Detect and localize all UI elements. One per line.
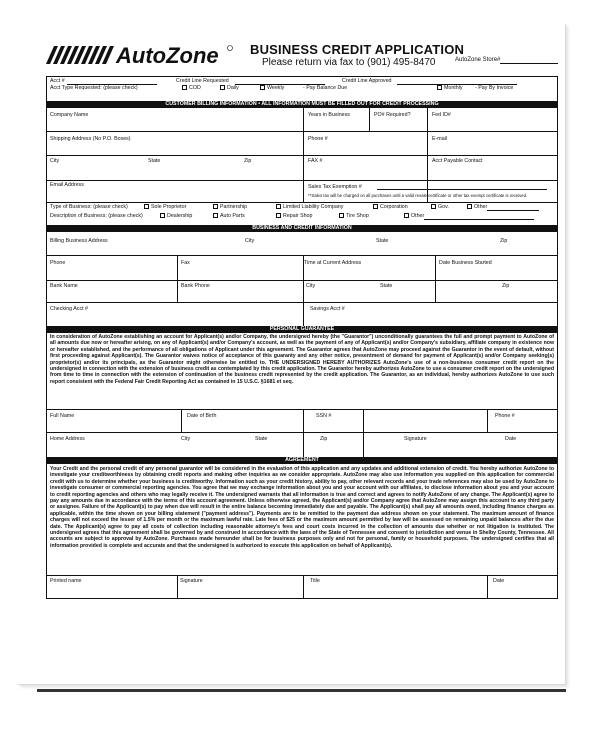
weekly-label: Weekly (267, 85, 285, 91)
bank-zip-label: Zip (502, 283, 510, 289)
dealership-label: Dealership (167, 213, 193, 219)
bank-phone-label: Bank Phone (181, 283, 210, 289)
acct-payable-contact-label: Acct Payable Contact (432, 158, 483, 164)
billing-city-label: City (245, 238, 255, 244)
business-credit-section-header: BUSINESS AND CREDIT INFORMATION (47, 225, 557, 232)
savings-acct-label: Savings Acct # (310, 306, 345, 312)
monthly-dash: - (475, 85, 479, 91)
sole-proprietor-checkbox[interactable] (144, 204, 149, 209)
svg-text:AutoZone: AutoZone (116, 43, 219, 68)
personal-guarantee-header: PERSONAL GUARANTEE (47, 326, 557, 333)
corporation-label: Corporation (380, 204, 408, 210)
company-name-label: Company Name (50, 112, 89, 118)
billing-state-label: State (376, 238, 389, 244)
agreement-header: AGREEMENT (47, 457, 557, 464)
dealership-checkbox[interactable] (160, 213, 165, 218)
guarantee-text: In consideration of AutoZone establishing an account for Applicant(s) and/or Company, the undersigned hereby (the "Guarantor") unconditionally guarantees the full and prompt payment to AutoZone of all amounts due now or hereafter arising, on any of Applicant(s) and/or Company's account, as well as the payment of any of Applicant(s) and/or Company's subsidiary, affiliate company in existence now or hereafter established, and the performance of all obligations of Applicant under this agreement. The Guarantor agrees that AutoZone may proceed against the Guarantor in the event of default, without first proceeding against Applicant(s). The Guarantor waives notice of acceptance of this guaranty and any other notice, presentment of demand for payment of Applicant(s) and/or Company seeking(s) proprietor(s) and/or its principals, as the Guarantor might otherwise be entitled to. THE UNDERSIGNED HEREBY AUTHORIZES AutoZone's use of a non-business consumer credit report on the undersigned in connection with the extension of business credit as contemplated by this credit application. The Guarantor hereby authorizes AutoZone to use a consumer credit report on the undersigned from time to time in connection with the extension of continuation of the business credit represented by the credit application. The Guarantor, as an individual, hereby authorizes AutoZone to use such report consistent with the Federal Fair Credit Reporting Act as contained in 15 U.S.C. §1681 et seq. (50, 334, 554, 385)
credit-line-requested-label: Credit Line Requested (176, 78, 229, 84)
monthly-checkbox[interactable] (437, 85, 442, 90)
auto-parts-checkbox[interactable] (213, 213, 218, 218)
type-of-business-label: Type of Business: (please check) (50, 204, 128, 210)
store-number-label: AutoZone Store# (455, 57, 501, 63)
form-title: BUSINESS CREDIT APPLICATION (250, 42, 465, 57)
cod-checkbox[interactable] (182, 85, 187, 90)
autozone-logo (44, 42, 234, 68)
gov-checkbox[interactable] (431, 204, 436, 209)
business-fax-label: Fax (181, 260, 190, 266)
fed-id-label: Fed ID# (432, 112, 451, 118)
other-type-field[interactable] (487, 210, 539, 211)
acct-type-row (50, 85, 138, 92)
other-type-label: Other (474, 204, 488, 210)
pay-by-invoice-label: Pay By Invoice (478, 85, 514, 91)
guarantor-zip-label: Zip (320, 436, 328, 442)
billing-section-header: CUSTOMER BILLING INFORMATION • ALL INFORMATION MUST BE FILLED OUT FOR CREDIT PROCESSING (47, 101, 557, 108)
repair-shop-checkbox[interactable] (276, 213, 281, 218)
pay-balance-label: Pay Balance Due (306, 85, 348, 91)
guarantor-city-label: City (181, 436, 191, 442)
dob-label: Date of Birth (187, 413, 217, 419)
llc-label: Limited Liability Company (283, 204, 344, 210)
shipping-address-label: Shipping Address (No P.O. Boxes) (50, 136, 131, 142)
acct-type-label: Acct Type Requested: (please check) (50, 85, 138, 91)
date-business-started-label: Date Business Started (439, 260, 492, 266)
checking-acct-label: Checking Acct # (50, 306, 88, 312)
weekly-dash: - (303, 85, 307, 91)
other-desc-checkbox[interactable] (404, 213, 409, 218)
billing-zip-label: Zip (500, 238, 508, 244)
agreement-text: Your Credit and the personal credit of any personal guarantor will be considered in the evaluation of this application and any updates and additional extension of credit. You hereby authorize AutoZone to investigate your creditworthiness by obtaining credit reports and making other inquiries as we consider appropriate. AutoZone may also use information you supplied on this application for commercial credit with us to determine whether your business is creditworthy. Information such as your credit history, ability to pay, other relevant records and your trade references may also be used by AutoZone to investigate consumer or commercial reporting agencies. You agree that we may exchange information about you and your account with our affiliates, to disclose information about you and your account to credit reporting agencies and others who may legally receive it. The undersigned warrants that all information is true and correct and agrees to notify AutoZone of any change. The Applicant(s) agree to pay any amounts due in accordance with the terms of this account agreement. Unless otherwise agreed, the Applicant(s) and/or Company agree that AutoZone may assign this account to any third party or assignee. Failure of the Applicant(s) to pay when due will result in the entire balance becoming immediately due and payable. The Applicant(s) shall pay all amounts owed, including finance charges as applicable, within the time shown on your billing statement ("payment address"). Payments are to be remitted to the payment due address shown on your statement. The maximum amount of finance charges will not exceed the lesser of 1.5% per month or the maximum lawful rate. Late fees of $25 or the maximum amount permitted by law will be assessed on remaining unpaid balances after the due date. The Applicant(s) agree to pay all costs of collection including reasonable attorney's fees and court costs incurred in the collection of amounts due whether or not litigation is instituted. The undersigned agrees that this agreement shall be governed by and construed in accordance with the laws of the State of Tennessee and consent to jurisdiction and venue in Shelby County, Tennessee. All accounts are subject to approval by AutoZone. Purchases made hereunder shall be for business purposes only and not for personal, family or household purposes. The undersigned certifies that all information provided is complete and accurate and that the undersigned is authorized to execute this application on behalf of Applicant(s). (50, 466, 554, 549)
fax-label: FAX # (308, 158, 323, 164)
gov-label: Gov. (438, 204, 449, 210)
other-desc-label: Other (411, 213, 425, 219)
llc-checkbox[interactable] (276, 204, 281, 209)
ssn-label: SSN # (316, 413, 332, 419)
printed-name-label: Printed name (50, 578, 82, 584)
sales-tax-exemption-label: Sales Tax Exemption # (308, 184, 362, 190)
sole-proprietor-label: Sole Proprietor (151, 204, 187, 210)
guarantor-date-label: Date (505, 436, 517, 442)
guarantor-state-label: State (255, 436, 268, 442)
bank-name-label: Bank Name (50, 283, 78, 289)
store-number-field[interactable] (500, 63, 558, 64)
guarantor-phone-label: Phone # (495, 413, 515, 419)
sales-tax-exemption-field[interactable] (377, 189, 547, 190)
time-at-address-label: Time at Current Address (304, 260, 362, 266)
partnership-checkbox[interactable] (213, 204, 218, 209)
city-label: City (50, 158, 60, 164)
business-phone-label: Phone (50, 260, 66, 266)
other-type-checkbox[interactable] (467, 204, 472, 209)
state-label: State (148, 158, 161, 164)
email-fax-label: E-mail (432, 136, 448, 142)
zip-label: Zip (244, 158, 252, 164)
daily-checkbox[interactable] (220, 85, 225, 90)
footer-signature-label: Signature (180, 578, 203, 584)
billing-business-address-label: Billing Business Address (50, 238, 108, 244)
weekly-checkbox[interactable] (260, 85, 265, 90)
credit-application-form (46, 76, 558, 599)
po-required-label: PO# Required? (374, 112, 411, 118)
daily-label: Daily (227, 85, 239, 91)
footer-date-label: Date (493, 578, 505, 584)
credit-line-approved-label: Credit Line Approved (342, 78, 392, 84)
corporation-checkbox[interactable] (373, 204, 378, 209)
footer-title-label: Title (310, 578, 320, 584)
sales-tax-note: **Sales tax will be charged on all purchases until a valid resale certificate or other tax exempt certificate is received. (308, 193, 528, 198)
bank-state-label: State (380, 283, 393, 289)
bank-city-label: City (306, 283, 316, 289)
cod-label: COD (189, 85, 201, 91)
guarantor-signature-label: Signature (404, 436, 427, 442)
page-bottom-rule (37, 689, 566, 692)
full-name-label: Full Name (50, 413, 75, 419)
monthly-label: Monthly (444, 85, 463, 91)
years-in-business-label: Years in Business (308, 112, 350, 118)
email-address-label: Email Address (50, 182, 84, 188)
acct-number-label: Acct # (50, 78, 65, 84)
home-address-label: Home Address (50, 436, 85, 442)
other-desc-field[interactable] (424, 219, 534, 220)
fax-instruction: Please return via fax to (901) 495-8470 (262, 57, 436, 68)
description-of-business-label: Description of Business: (please check) (50, 213, 143, 219)
phone-label: Phone # (308, 136, 328, 142)
tire-shop-label: Tire Shop (346, 213, 369, 219)
tire-shop-checkbox[interactable] (339, 213, 344, 218)
repair-shop-label: Repair Shop (283, 213, 313, 219)
partnership-label: Partnership (220, 204, 248, 210)
auto-parts-label: Auto Parts (220, 213, 245, 219)
